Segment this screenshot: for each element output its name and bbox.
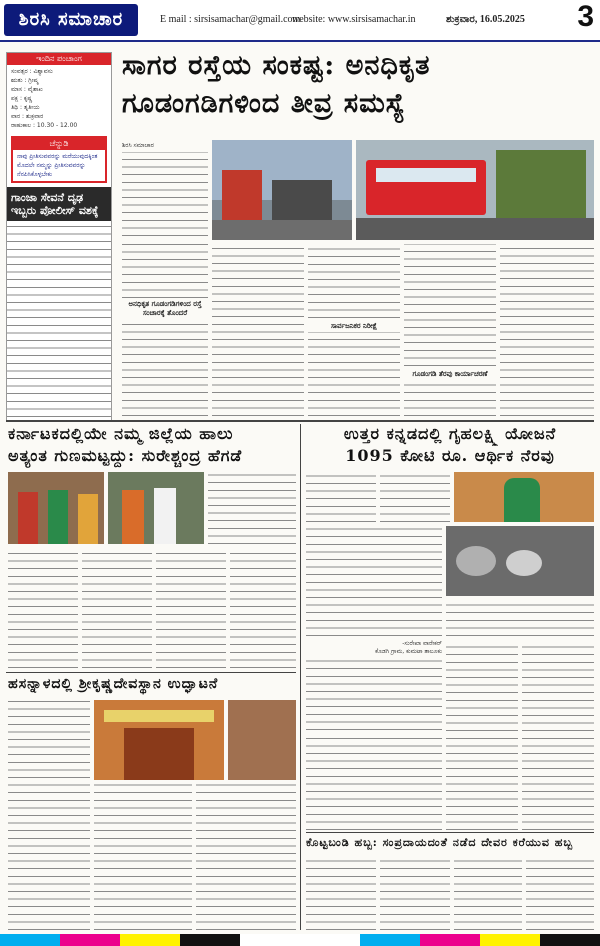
chenudi-box bbox=[11, 136, 107, 183]
main-body-col4b bbox=[404, 380, 496, 416]
karnataka-body-col2 bbox=[82, 548, 152, 668]
main-body-col1b bbox=[122, 240, 208, 298]
kottabandi-headline: ಕೊಟ್ಟಬಂಡಿ ಹಬ್ಬ: ಸಂಪ್ರದಾಯದಂತೆ ನಡೆದ ದೇವರ ಕರೆಯುವ ಹಬ್ಬ bbox=[306, 836, 574, 849]
kottabandi-body-col4 bbox=[526, 856, 594, 930]
karnataka-headline-line1: ಕರ್ನಾಟಕದಲ್ಲಿಯೇ ನಮ್ಮ ಜಿಲ್ಲೆಯ ಹಾಲು bbox=[8, 424, 234, 443]
karnataka-body-col3 bbox=[156, 548, 226, 668]
uttara-headline-line2: 1095 ಕೋಟಿ ರೂ. ಆರ್ಥಿಕ ನೆರವು bbox=[345, 446, 555, 465]
hasanala-headline: ಹಸನ್ನಾಳದಲ್ಲಿ ಶ್ರೀಕೃಷ್ಣದೇವಸ್ಥಾನ ಉದ್ಘಾಟನೆ bbox=[8, 676, 219, 692]
hasanala-photo-temple bbox=[94, 700, 224, 780]
hasanala-body-col1 bbox=[8, 700, 90, 930]
main-body-col1c bbox=[122, 318, 208, 416]
uttara-body-col3 bbox=[446, 600, 594, 636]
sidebar-news-body bbox=[7, 221, 111, 417]
karnataka-photo-2 bbox=[108, 472, 204, 544]
column-rule bbox=[300, 424, 301, 930]
chenudi-text: ನಾವು ಪ್ರೀತಿಸುವವರನ್ನು ಮರೆಯುವುದಕ್ಕಿಂತ ಮೊದಲೇ ನಮ್ಮನ್ನು ಪ್ರೀತಿಸುವವರನ್ನು ನೆನಪಿಸಿಕೊಳ್ಳಬೇಕು bbox=[17, 153, 98, 178]
website-text: website: www.sirsisamachar.in bbox=[292, 14, 416, 25]
panchanga-title: ಇಂದಿನ ಪಂಚಾಂಗ bbox=[7, 53, 111, 65]
hasanala-body-col2 bbox=[94, 784, 192, 930]
email-text: E mail : sirsisamachar@gmail.com bbox=[160, 14, 301, 25]
panchanga-line: ಪಕ್ಷ : ಕೃಷ್ಣ bbox=[11, 95, 33, 102]
uttara-photo-woman bbox=[454, 472, 594, 522]
hasanala-photo-2 bbox=[228, 700, 296, 780]
chenudi-title: ಚೆನ್ನುಡಿ bbox=[13, 138, 105, 150]
main-headline-line1: ಸಾಗರ ರಸ್ತೆಯ ಸಂಕಷ್ಟ: ಅನಧಿಕೃತ bbox=[122, 50, 431, 81]
hasanala-body-col3 bbox=[196, 784, 296, 930]
page-number: 3 bbox=[577, 0, 594, 33]
uttara-body-lower-left bbox=[306, 660, 442, 730]
karnataka-body-col4 bbox=[230, 548, 296, 668]
newspaper-logo: ಶಿರಸಿ ಸಮಾಚಾರ bbox=[4, 4, 138, 36]
uttara-highlight-text bbox=[306, 526, 442, 636]
kottabandi-divider bbox=[306, 832, 594, 833]
main-body-col1 bbox=[122, 152, 208, 236]
kottabandi-body-col2 bbox=[380, 856, 450, 930]
uttara-body-col5 bbox=[522, 640, 594, 830]
main-photo-1 bbox=[212, 140, 352, 240]
kottabandi-body-col1 bbox=[306, 856, 376, 930]
rahu-line: ರಾಹುಕಾಲ : 10.30 - 12.00 bbox=[11, 122, 78, 129]
uttara-body-col1 bbox=[306, 472, 376, 522]
sidebar-news-headline: ಗಾಂಜಾ ಸೇವನೆ ದೃಢ ಇಬ್ಬರು ಪೋಲೀಸ್ ವಶಕ್ಕೆ bbox=[7, 187, 111, 221]
kottabandi-body-col3 bbox=[454, 856, 522, 930]
panchanga-list bbox=[7, 65, 111, 132]
uttara-quote-role: ಕೊಡಗಿ ಗ್ರಾಮ, ಕುಮಟಾ ತಾಲೂಕು bbox=[375, 648, 442, 655]
main-body-col3 bbox=[308, 244, 400, 318]
main-body-col2 bbox=[212, 244, 304, 416]
panchanga-line: ಸಂವತ್ಸರ : ವಿಶ್ವಾವಸು bbox=[11, 68, 53, 75]
main-photo-2 bbox=[356, 140, 594, 240]
panchanga-line: ಮಾಸ : ವೈಶಾಖ bbox=[11, 86, 43, 93]
main-subhead1: ಅನಧಿಕೃತ ಗೂಡಂಗಡಿಗಳಿಂದ ರಸ್ತೆ ಸಂಚಾರಕ್ಕೆ ತೊಂದರೆ bbox=[128, 300, 202, 317]
section-divider bbox=[6, 420, 594, 422]
date-text: ಶುಕ್ರವಾರ, 16.05.2025 bbox=[446, 14, 525, 25]
panchanga-line: ತಿಥಿ : ತೃತೀಯ bbox=[11, 104, 40, 111]
main-byline: ಶಿರಸಿ ಸಮಾಚಾರ bbox=[122, 142, 154, 149]
sidebar bbox=[6, 52, 112, 422]
panchanga-line: ವಾರ : ಶುಕ್ರವಾರ bbox=[11, 113, 44, 120]
main-body-col4 bbox=[404, 244, 496, 366]
karnataka-body-top bbox=[208, 472, 296, 544]
color-registration-strip bbox=[0, 934, 600, 946]
masthead bbox=[0, 0, 600, 42]
main-body-col5 bbox=[500, 244, 594, 416]
hasanala-divider bbox=[6, 672, 296, 673]
uttara-body-lower-left2 bbox=[306, 734, 442, 830]
uttara-photo-kitchen bbox=[446, 526, 594, 596]
karnataka-headline-line2: ಅತ್ಯಂತ ಗುಣಮಟ್ಟದ್ದು: ಸುರೇಶ್ಚಂದ್ರ ಹೆಗಡೆ bbox=[8, 446, 243, 465]
panchanga-line: ಋತು : ಗ್ರೀಷ್ಮ bbox=[11, 77, 39, 84]
karnataka-body-col1 bbox=[8, 548, 78, 668]
main-headline-line2: ಗೂಡಂಗಡಿಗಳಿಂದ ತೀವ್ರ ಸಮಸ್ಯೆ bbox=[122, 88, 406, 119]
uttara-body-col4 bbox=[446, 640, 518, 830]
main-subhead3: ಗೂಡಂಗಡಿ ತೆರವು ಕಾರ್ಯಾಚರಣೆ bbox=[412, 370, 488, 378]
main-body-col3b bbox=[308, 332, 400, 416]
uttara-body-col2 bbox=[380, 472, 450, 522]
karnataka-photo-1 bbox=[8, 472, 104, 544]
uttara-headline-line1: ಉತ್ತರ ಕನ್ನಡದಲ್ಲಿ ಗೃಹಲಕ್ಷ್ಮಿ ಯೋಜನೆ bbox=[343, 424, 557, 443]
main-subhead2: ಸಾರ್ವಜನಿಕರ ನಿರೀಕ್ಷೆ bbox=[330, 322, 378, 330]
uttara-quote-author: -ಸುರೇಖಾ ವಾರೇಕರ್ bbox=[402, 640, 442, 647]
